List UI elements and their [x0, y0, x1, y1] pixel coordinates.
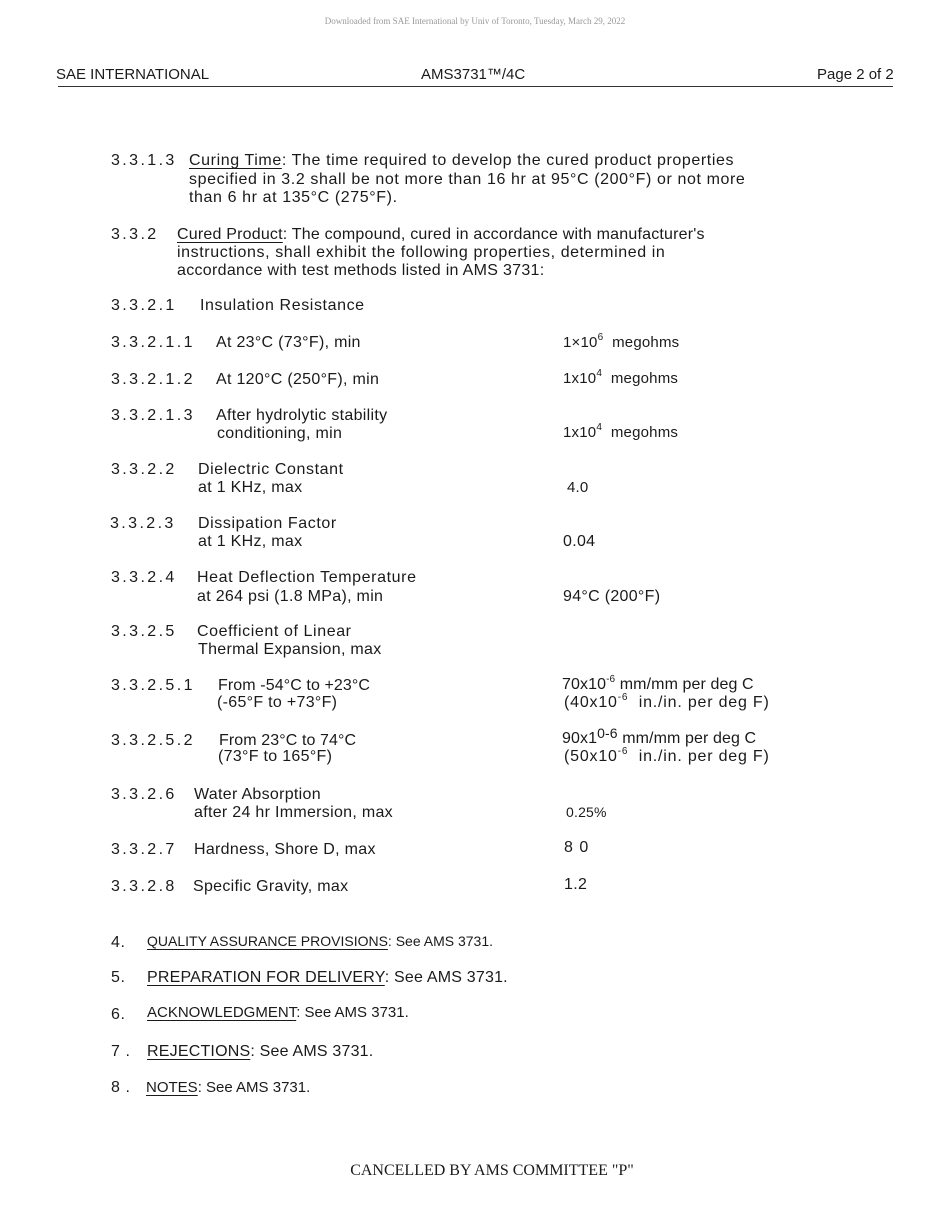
hdt-value: 94°C (200°F) — [563, 588, 661, 605]
curing-time-number: 3.3.1.3 — [111, 152, 177, 169]
header-doc-id: AMS3731™/4C — [421, 66, 526, 83]
cte2-value2-base: (50x10 — [564, 748, 618, 765]
sg-number: 3.3.2.8 — [111, 878, 177, 895]
ir1-number: 3.3.2.1.1 — [111, 334, 195, 351]
section-5-line — [147, 969, 508, 987]
wa-label2: after 24 hr Immersion, max — [194, 804, 393, 821]
section-5-rest: : See AMS 3731. — [384, 969, 508, 986]
ir2-label: At 120°C (250°F), min — [216, 371, 380, 388]
section-7-rest: : See AMS 3731. — [250, 1043, 374, 1060]
sg-value: 1.2 — [564, 876, 588, 893]
cured-product-line1 — [177, 226, 705, 244]
header-page: Page 2 of 2 — [817, 66, 894, 83]
curing-time-title: Curing Time — [189, 152, 282, 169]
header-rule — [58, 86, 893, 87]
hardness-number: 3.3.2.7 — [111, 841, 177, 858]
cte2-value1-unit: mm/mm per deg C — [622, 730, 757, 747]
cte1-value1 — [562, 676, 754, 694]
ir1-value-unit: megohms — [612, 334, 680, 351]
cte2-value1-base: 90x1 — [562, 730, 598, 747]
curing-time-line3: than 6 hr at 135°C (275°F). — [189, 189, 398, 206]
cured-product-line2: instructions, shall exhibit the following properties, determined in — [177, 244, 666, 261]
cancelled-footer: CANCELLED BY AMS COMMITTEE "P" — [350, 1162, 634, 1179]
cte2-value2-exp: -6 — [617, 746, 629, 757]
wa-number: 3.3.2.6 — [111, 786, 177, 803]
ir3-number: 3.3.2.1.3 — [111, 407, 195, 424]
cte-label1: Coefficient of Linear — [197, 623, 352, 640]
header-org: SAE INTERNATIONAL — [56, 66, 210, 83]
curing-time-line2: specified in 3.2 shall be not more than 16 hr at 95°C (200°F) or not more — [189, 171, 746, 188]
section-8-rest: : See AMS 3731. — [197, 1079, 311, 1096]
section-7-number: 7 . — [111, 1043, 131, 1060]
cte2-label1: From 23°C to 74°C — [219, 732, 357, 749]
dc-label1: Dielectric Constant — [198, 461, 344, 478]
cte2-value1-exp: 0-6 — [597, 725, 618, 741]
cte-number: 3.3.2.5 — [111, 623, 177, 640]
sg-label: Specific Gravity, max — [193, 878, 349, 895]
cured-product-title: Cured Product — [177, 226, 283, 243]
cte1-value1-unit: mm/mm per deg C — [619, 676, 754, 693]
section-4-number: 4. — [111, 934, 126, 951]
section-7-title: REJECTIONS — [147, 1043, 251, 1060]
df-label2: at 1 KHz, max — [198, 533, 303, 550]
ir2-value-unit: megohms — [610, 370, 679, 387]
cte1-value2-unit: in./in. per deg F) — [638, 694, 770, 711]
ir2-number: 3.3.2.1.2 — [111, 371, 195, 388]
download-note: Downloaded from SAE International by Univ of Toronto, Tuesday, March 29, 2022 — [324, 16, 626, 26]
section-6-line — [147, 1004, 409, 1021]
ir-number: 3.3.2.1 — [111, 297, 177, 314]
hdt-label2: at 264 psi (1.8 MPa), min — [197, 588, 384, 605]
cte1-number: 3.3.2.5.1 — [111, 677, 195, 694]
hardness-value: 8 0 — [564, 839, 590, 856]
ir1-value-base: 1×10 — [563, 334, 598, 351]
cured-product-number: 3.3.2 — [111, 226, 159, 243]
hardness-label: Hardness, Shore D, max — [194, 841, 376, 858]
cte1-label1: From -54°C to +23°C — [218, 677, 371, 694]
ir1-label: At 23°C (73°F), min — [216, 334, 361, 351]
df-value: 0.04 — [563, 533, 596, 550]
dc-number: 3.3.2.2 — [111, 461, 177, 478]
hdt-number: 3.3.2.4 — [111, 569, 177, 586]
dc-label2: at 1 KHz, max — [198, 479, 303, 496]
section-6-number: 6. — [111, 1006, 126, 1023]
cured-product-line3: accordance with test methods listed in AMS 3731: — [177, 262, 545, 279]
section-8-number: 8 . — [111, 1079, 131, 1096]
cte-label2: Thermal Expansion, max — [198, 641, 382, 658]
wa-value: 0.25% — [566, 804, 607, 820]
hdt-label1: Heat Deflection Temperature — [197, 569, 417, 586]
ir3-value-unit: megohms — [610, 424, 679, 441]
section-6-rest: : See AMS 3731. — [296, 1004, 409, 1021]
ir2-value — [563, 370, 678, 387]
curing-time-text1: : The time required to develop the cured product properties — [281, 152, 735, 169]
cte1-label2: (-65°F to +73°F) — [217, 694, 338, 711]
section-6-title: ACKNOWLEDGMENT — [147, 1004, 297, 1021]
cte2-value1 — [562, 725, 757, 748]
cte1-value2-base: (40x10 — [564, 694, 618, 711]
ir-label: Insulation Resistance — [200, 297, 365, 314]
cte1-value1-exp: -6 — [606, 674, 616, 685]
cte1-value2 — [564, 694, 770, 712]
ir3-label2: conditioning, min — [217, 425, 343, 442]
cte2-value2 — [564, 748, 770, 766]
section-5-number: 5. — [111, 969, 126, 986]
ir2-value-base: 1x10 — [563, 370, 597, 387]
cte2-number: 3.3.2.5.2 — [111, 732, 195, 749]
cte1-value1-base: 70x10 — [562, 676, 607, 693]
ir3-value — [563, 424, 678, 441]
section-4-title: QUALITY ASSURANCE PROVISIONS — [147, 933, 388, 949]
df-label1: Dissipation Factor — [198, 515, 337, 532]
cte1-value2-exp: -6 — [617, 692, 629, 703]
section-5-title: PREPARATION FOR DELIVERY — [147, 969, 385, 986]
ir3-label1: After hydrolytic stability — [216, 407, 388, 424]
section-7-line — [147, 1043, 373, 1061]
ir3-value-base: 1x10 — [563, 424, 597, 441]
ir2-value-exp: 4 — [596, 368, 603, 379]
ir1-value — [563, 334, 679, 351]
cte2-label2: (73°F to 165°F) — [218, 748, 333, 765]
section-8-title: NOTES — [146, 1079, 198, 1096]
wa-label1: Water Absorption — [194, 786, 321, 803]
cured-product-text1: : The compound, cured in accordance with manufacturer's — [282, 226, 705, 243]
curing-time-line1 — [189, 152, 734, 170]
df-number: 3.3.2.3 — [110, 515, 176, 532]
ir1-value-exp: 6 — [597, 332, 604, 343]
section-4-line — [147, 933, 493, 949]
section-8-line — [146, 1079, 310, 1096]
section-4-rest: : See AMS 3731. — [387, 933, 493, 949]
ir3-value-exp: 4 — [596, 422, 603, 433]
dc-value: 4.0 — [567, 479, 589, 496]
cte2-value2-unit: in./in. per deg F) — [638, 748, 770, 765]
